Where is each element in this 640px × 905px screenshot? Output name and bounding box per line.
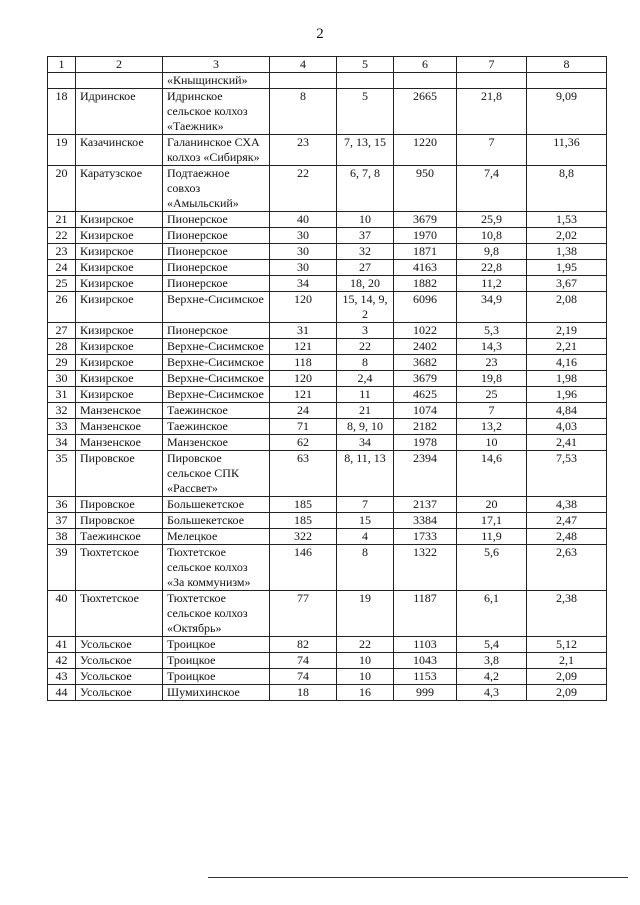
- district-cell: Тюхтетское: [76, 591, 163, 637]
- column-7-cell: 20: [457, 497, 527, 513]
- column-4-cell: 30: [270, 228, 337, 244]
- table-row: [48, 323, 607, 339]
- column-5-cell: 16: [337, 685, 394, 701]
- district-cell: Казачинское: [76, 135, 163, 166]
- header-row: [48, 57, 607, 73]
- column-5-cell: 15, 14, 9, 2: [337, 292, 394, 323]
- farm-cell: Верхне-Сисимское: [163, 371, 270, 387]
- column-4-cell: 118: [270, 355, 337, 371]
- column-7-cell: 10,8: [457, 228, 527, 244]
- table-row: [48, 89, 607, 135]
- column-4-cell: 146: [270, 545, 337, 591]
- column-5-cell: 10: [337, 212, 394, 228]
- row-number-cell: 44: [48, 685, 76, 701]
- column-4-cell: 40: [270, 212, 337, 228]
- farm-cell: Верхне-Сисимское: [163, 387, 270, 403]
- farm-cell: Большекетское: [163, 497, 270, 513]
- column-6-cell: 2402: [394, 339, 457, 355]
- farm-cell: Идринское сельское колхоз «Таежник»: [163, 89, 270, 135]
- table-row: [48, 212, 607, 228]
- column-4-cell: 77: [270, 591, 337, 637]
- district-cell: Кизирское: [76, 387, 163, 403]
- row-number-cell: 31: [48, 387, 76, 403]
- table-row: [48, 371, 607, 387]
- farm-cell: Мелецкое: [163, 529, 270, 545]
- column-7-cell: 4,2: [457, 669, 527, 685]
- table-row: [48, 685, 607, 701]
- column-header: 4: [270, 57, 337, 73]
- row-number-cell: 30: [48, 371, 76, 387]
- row-number-cell: 25: [48, 276, 76, 292]
- column-5-cell: 2,4: [337, 371, 394, 387]
- column-7-cell: 3,8: [457, 653, 527, 669]
- column-4-cell: 71: [270, 419, 337, 435]
- district-cell: Кизирское: [76, 260, 163, 276]
- row-number-cell: 18: [48, 89, 76, 135]
- column-7-cell: 9,8: [457, 244, 527, 260]
- column-8-cell: 2,09: [527, 669, 607, 685]
- district-cell: Таежинское: [76, 529, 163, 545]
- column-8-cell: 8,8: [527, 166, 607, 212]
- column-6-cell: 3682: [394, 355, 457, 371]
- column-7-cell: 14,6: [457, 451, 527, 497]
- table-row: [48, 166, 607, 212]
- column-4-cell: 82: [270, 637, 337, 653]
- district-cell: Тюхтетское: [76, 545, 163, 591]
- district-cell: Пировское: [76, 513, 163, 529]
- farm-cell: Подтаежное совхоз «Амыльский»: [163, 166, 270, 212]
- farm-cell: Верхне-Сисимское: [163, 339, 270, 355]
- column-6-cell: 3384: [394, 513, 457, 529]
- column-8-cell: 2,41: [527, 435, 607, 451]
- row-number-cell: 39: [48, 545, 76, 591]
- column-8-cell: 2,63: [527, 545, 607, 591]
- column-4-cell: 34: [270, 276, 337, 292]
- column-6-cell: 1043: [394, 653, 457, 669]
- column-header: 1: [48, 57, 76, 73]
- column-5-cell: 8, 9, 10: [337, 419, 394, 435]
- district-cell: Идринское: [76, 89, 163, 135]
- district-cell: Манзенское: [76, 419, 163, 435]
- column-8-cell: 2,38: [527, 591, 607, 637]
- district-cell: Усольское: [76, 637, 163, 653]
- column-4-cell: 121: [270, 387, 337, 403]
- column-6-cell: 1022: [394, 323, 457, 339]
- row-number-cell: 36: [48, 497, 76, 513]
- column-5-cell: 8: [337, 545, 394, 591]
- row-number-cell: 22: [48, 228, 76, 244]
- column-8-cell: 2,02: [527, 228, 607, 244]
- column-4-cell: 22: [270, 166, 337, 212]
- row-number-cell: 40: [48, 591, 76, 637]
- farm-cell: Галанинское СХА колхоз «Сибиряк»: [163, 135, 270, 166]
- column-7-cell: 11,9: [457, 529, 527, 545]
- column-4-cell: 185: [270, 497, 337, 513]
- farm-cell: Тюхтетское сельское колхоз «За коммунизм»: [163, 545, 270, 591]
- column-8-cell: 1,38: [527, 244, 607, 260]
- column-6-cell: 2137: [394, 497, 457, 513]
- row-number-cell: 34: [48, 435, 76, 451]
- row-number-cell: 27: [48, 323, 76, 339]
- column-6-cell: 1978: [394, 435, 457, 451]
- column-6-cell: 2182: [394, 419, 457, 435]
- column-5-cell: 19: [337, 591, 394, 637]
- column-6-cell: 1871: [394, 244, 457, 260]
- column-header: 3: [163, 57, 270, 73]
- table-row: [48, 591, 607, 637]
- column-8-cell: 5,12: [527, 637, 607, 653]
- column-7-cell: 25: [457, 387, 527, 403]
- row-number-cell: 29: [48, 355, 76, 371]
- column-8-cell: 2,09: [527, 685, 607, 701]
- column-8-cell: 2,21: [527, 339, 607, 355]
- column-4-cell: 24: [270, 403, 337, 419]
- district-cell: Манзенское: [76, 403, 163, 419]
- district-cell: Каратузское: [76, 166, 163, 212]
- farm-cell: Большекетское: [163, 513, 270, 529]
- column-5-cell: 4: [337, 529, 394, 545]
- table-row: [48, 513, 607, 529]
- farm-cell: Пионерское: [163, 276, 270, 292]
- table-row: [48, 244, 607, 260]
- column-4-cell: 18: [270, 685, 337, 701]
- column-8-cell: [527, 73, 607, 89]
- column-7-cell: 17,1: [457, 513, 527, 529]
- column-6-cell: 2665: [394, 89, 457, 135]
- column-5-cell: 37: [337, 228, 394, 244]
- column-8-cell: 3,67: [527, 276, 607, 292]
- column-5-cell: 5: [337, 89, 394, 135]
- table-row: [48, 228, 607, 244]
- column-8-cell: 1,95: [527, 260, 607, 276]
- table-row: [48, 387, 607, 403]
- table-row: [48, 545, 607, 591]
- column-4-cell: 74: [270, 653, 337, 669]
- farm-cell: Пионерское: [163, 244, 270, 260]
- column-5-cell: 6, 7, 8: [337, 166, 394, 212]
- column-4-cell: 30: [270, 244, 337, 260]
- column-8-cell: 11,36: [527, 135, 607, 166]
- column-8-cell: 2,48: [527, 529, 607, 545]
- column-5-cell: 7: [337, 497, 394, 513]
- row-number-cell: 32: [48, 403, 76, 419]
- row-number-cell: 38: [48, 529, 76, 545]
- column-8-cell: 4,03: [527, 419, 607, 435]
- district-cell: Усольское: [76, 685, 163, 701]
- table-row: [48, 669, 607, 685]
- column-6-cell: 1970: [394, 228, 457, 244]
- farm-cell: «Кныщинский»: [163, 73, 270, 89]
- farm-cell: Тюхтетское сельское колхоз «Октябрь»: [163, 591, 270, 637]
- column-5-cell: 15: [337, 513, 394, 529]
- column-5-cell: 22: [337, 339, 394, 355]
- table-row: [48, 355, 607, 371]
- column-4-cell: [270, 73, 337, 89]
- district-cell: Пировское: [76, 451, 163, 497]
- column-6-cell: 3679: [394, 371, 457, 387]
- column-5-cell: 11: [337, 387, 394, 403]
- column-4-cell: 74: [270, 669, 337, 685]
- column-8-cell: 7,53: [527, 451, 607, 497]
- column-7-cell: 25,9: [457, 212, 527, 228]
- table-row: [48, 260, 607, 276]
- column-4-cell: 30: [270, 260, 337, 276]
- row-number-cell: 19: [48, 135, 76, 166]
- district-cell: Манзенское: [76, 435, 163, 451]
- column-6-cell: 1322: [394, 545, 457, 591]
- column-7-cell: 7,4: [457, 166, 527, 212]
- farm-cell: Шумихинское: [163, 685, 270, 701]
- table-row: [48, 637, 607, 653]
- column-6-cell: 4163: [394, 260, 457, 276]
- column-5-cell: 3: [337, 323, 394, 339]
- column-header: 6: [394, 57, 457, 73]
- column-header: 8: [527, 57, 607, 73]
- table-row: [48, 339, 607, 355]
- column-7-cell: 22,8: [457, 260, 527, 276]
- column-6-cell: 2394: [394, 451, 457, 497]
- row-number-cell: [48, 73, 76, 89]
- column-5-cell: 7, 13, 15: [337, 135, 394, 166]
- column-4-cell: 120: [270, 371, 337, 387]
- column-5-cell: 32: [337, 244, 394, 260]
- district-cell: Кизирское: [76, 355, 163, 371]
- column-6-cell: 1074: [394, 403, 457, 419]
- column-6-cell: 999: [394, 685, 457, 701]
- page-number: 2: [316, 26, 324, 42]
- row-number-cell: 24: [48, 260, 76, 276]
- column-6-cell: 1103: [394, 637, 457, 653]
- row-number-cell: 28: [48, 339, 76, 355]
- column-4-cell: 121: [270, 339, 337, 355]
- column-4-cell: 23: [270, 135, 337, 166]
- column-6-cell: 1882: [394, 276, 457, 292]
- farm-cell: Троицкое: [163, 653, 270, 669]
- column-5-cell: 21: [337, 403, 394, 419]
- column-header: 7: [457, 57, 527, 73]
- table-row: [48, 292, 607, 323]
- row-number-cell: 26: [48, 292, 76, 323]
- table-row: [48, 435, 607, 451]
- district-cell: [76, 73, 163, 89]
- column-7-cell: [457, 73, 527, 89]
- row-number-cell: 41: [48, 637, 76, 653]
- table-row: [48, 529, 607, 545]
- table-row: [48, 135, 607, 166]
- column-4-cell: 8: [270, 89, 337, 135]
- column-header: 5: [337, 57, 394, 73]
- table-row: [48, 276, 607, 292]
- table-row: [48, 419, 607, 435]
- district-cell: Кизирское: [76, 339, 163, 355]
- column-5-cell: 34: [337, 435, 394, 451]
- column-8-cell: 2,08: [527, 292, 607, 323]
- column-7-cell: 34,9: [457, 292, 527, 323]
- column-5-cell: 27: [337, 260, 394, 276]
- row-number-cell: 35: [48, 451, 76, 497]
- column-7-cell: 14,3: [457, 339, 527, 355]
- column-7-cell: 19,8: [457, 371, 527, 387]
- district-cell: Кизирское: [76, 371, 163, 387]
- farm-cell: Верхне-Сисимское: [163, 355, 270, 371]
- farm-cell: Пионерское: [163, 260, 270, 276]
- column-7-cell: 6,1: [457, 591, 527, 637]
- district-cell: Кизирское: [76, 244, 163, 260]
- farm-cell: Пионерское: [163, 228, 270, 244]
- column-7-cell: 21,8: [457, 89, 527, 135]
- column-8-cell: 1,98: [527, 371, 607, 387]
- column-5-cell: 10: [337, 669, 394, 685]
- column-4-cell: 120: [270, 292, 337, 323]
- row-number-cell: 43: [48, 669, 76, 685]
- column-4-cell: 31: [270, 323, 337, 339]
- row-number-cell: 21: [48, 212, 76, 228]
- column-7-cell: 11,2: [457, 276, 527, 292]
- column-5-cell: 8, 11, 13: [337, 451, 394, 497]
- footer-divider: [208, 877, 628, 878]
- table-row: [48, 653, 607, 669]
- column-6-cell: 3679: [394, 212, 457, 228]
- farm-cell: Пировское сельское СПК «Рассвет»: [163, 451, 270, 497]
- column-8-cell: 9,09: [527, 89, 607, 135]
- column-5-cell: 22: [337, 637, 394, 653]
- column-4-cell: 62: [270, 435, 337, 451]
- column-6-cell: 6096: [394, 292, 457, 323]
- farm-cell: Троицкое: [163, 637, 270, 653]
- district-cell: Кизирское: [76, 212, 163, 228]
- column-7-cell: 5,3: [457, 323, 527, 339]
- column-8-cell: 4,16: [527, 355, 607, 371]
- row-number-cell: 33: [48, 419, 76, 435]
- table-row: [48, 73, 607, 89]
- column-8-cell: 2,1: [527, 653, 607, 669]
- column-8-cell: 2,47: [527, 513, 607, 529]
- farm-cell: Троицкое: [163, 669, 270, 685]
- column-6-cell: [394, 73, 457, 89]
- district-cell: Кизирское: [76, 228, 163, 244]
- farm-cell: Верхне-Сисимское: [163, 292, 270, 323]
- farm-cell: Таежинское: [163, 403, 270, 419]
- column-8-cell: 2,19: [527, 323, 607, 339]
- column-6-cell: 4625: [394, 387, 457, 403]
- farm-cell: Манзенское: [163, 435, 270, 451]
- column-4-cell: 322: [270, 529, 337, 545]
- column-header: 2: [76, 57, 163, 73]
- column-7-cell: 10: [457, 435, 527, 451]
- row-number-cell: 20: [48, 166, 76, 212]
- column-6-cell: 1187: [394, 591, 457, 637]
- district-cell: Кизирское: [76, 292, 163, 323]
- column-7-cell: 13,2: [457, 419, 527, 435]
- district-cell: Кизирское: [76, 276, 163, 292]
- column-8-cell: 1,96: [527, 387, 607, 403]
- column-8-cell: 1,53: [527, 212, 607, 228]
- table-row: [48, 403, 607, 419]
- column-7-cell: 7: [457, 403, 527, 419]
- column-7-cell: 7: [457, 135, 527, 166]
- district-cell: Усольское: [76, 669, 163, 685]
- column-5-cell: 10: [337, 653, 394, 669]
- column-8-cell: 4,84: [527, 403, 607, 419]
- column-4-cell: 185: [270, 513, 337, 529]
- column-5-cell: [337, 73, 394, 89]
- column-5-cell: 18, 20: [337, 276, 394, 292]
- column-6-cell: 950: [394, 166, 457, 212]
- district-cell: Кизирское: [76, 323, 163, 339]
- district-cell: Усольское: [76, 653, 163, 669]
- farm-cell: Пионерское: [163, 323, 270, 339]
- column-4-cell: 63: [270, 451, 337, 497]
- row-number-cell: 42: [48, 653, 76, 669]
- column-6-cell: 1153: [394, 669, 457, 685]
- column-7-cell: 5,4: [457, 637, 527, 653]
- column-7-cell: 4,3: [457, 685, 527, 701]
- table-row: [48, 451, 607, 497]
- column-5-cell: 8: [337, 355, 394, 371]
- row-number-cell: 37: [48, 513, 76, 529]
- column-6-cell: 1220: [394, 135, 457, 166]
- column-7-cell: 23: [457, 355, 527, 371]
- column-6-cell: 1733: [394, 529, 457, 545]
- row-number-cell: 23: [48, 244, 76, 260]
- farm-cell: Таежинское: [163, 419, 270, 435]
- data-table: [47, 56, 607, 701]
- district-cell: Пировское: [76, 497, 163, 513]
- column-8-cell: 4,38: [527, 497, 607, 513]
- column-7-cell: 5,6: [457, 545, 527, 591]
- farm-cell: Пионерское: [163, 212, 270, 228]
- table-body: [48, 73, 607, 701]
- table-row: [48, 497, 607, 513]
